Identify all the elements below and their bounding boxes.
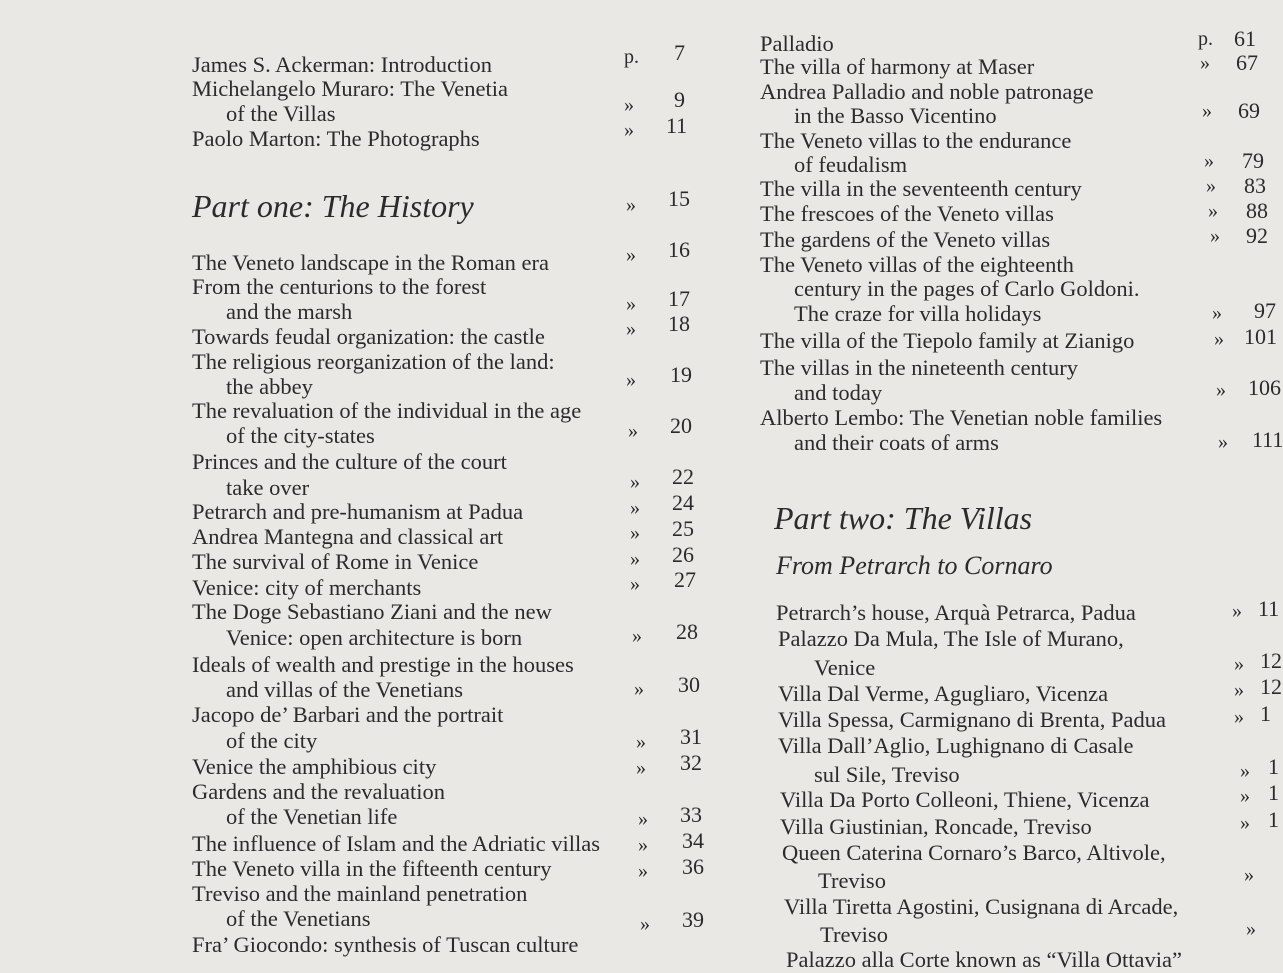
- ditto-mark: »: [630, 497, 640, 519]
- toc-entry: Palazzo Da Mula, The Isle of Murano,: [778, 626, 1124, 651]
- ditto-mark: »: [638, 834, 648, 856]
- page-number: 30: [678, 672, 700, 697]
- page-prefix: p.: [624, 46, 639, 68]
- page-number: 106: [1248, 375, 1281, 400]
- page-number: 36: [682, 854, 704, 879]
- toc-entry: of the city-states: [226, 423, 375, 448]
- page-number: 92: [1246, 223, 1268, 248]
- toc-entry: of feudalism: [794, 152, 908, 177]
- page-number: 25: [672, 516, 694, 541]
- ditto-mark: »: [636, 757, 646, 779]
- toc-entry: Villa Dall’Aglio, Lughignano di Casale: [778, 733, 1134, 758]
- ditto-mark: »: [1232, 600, 1242, 622]
- toc-entry: James S. Ackerman: Introduction: [192, 52, 492, 77]
- ditto-mark: »: [628, 420, 638, 442]
- toc-entry: Palladio: [760, 31, 834, 56]
- toc-entry: of the Venetians: [226, 906, 371, 931]
- toc-entry: century in the pages of Carlo Goldoni.: [794, 276, 1140, 301]
- page-number: 28: [676, 619, 698, 644]
- toc-entry: The Veneto landscape in the Roman era: [192, 250, 549, 275]
- ditto-mark: »: [1212, 302, 1222, 324]
- ditto-mark: »: [632, 625, 642, 647]
- toc-entry: and their coats of arms: [794, 430, 999, 455]
- ditto-mark: »: [1216, 379, 1226, 401]
- page-number: 27: [674, 567, 696, 592]
- toc-entry: of the Villas: [226, 101, 336, 126]
- ditto-mark: »: [1200, 52, 1210, 74]
- toc-entry: The gardens of the Veneto villas: [760, 227, 1051, 252]
- page-number: 61: [1234, 26, 1256, 51]
- ditto-mark: »: [630, 471, 640, 493]
- ditto-mark: »: [626, 369, 636, 391]
- ditto-mark: »: [624, 119, 634, 141]
- page-number: 97: [1254, 298, 1276, 323]
- toc-entry: and villas of the Venetians: [226, 677, 464, 702]
- toc-entry: Gardens and the revaluation: [192, 779, 446, 804]
- toc-entry: and today: [794, 380, 883, 405]
- ditto-mark: »: [638, 808, 648, 830]
- page-number: 24: [672, 490, 694, 515]
- page-number: 88: [1246, 198, 1268, 223]
- toc-entry: The influence of Islam and the Adriatic villas: [192, 831, 600, 856]
- toc-entry: Petrarch and pre-humanism at Padua: [192, 499, 524, 524]
- ditto-mark: »: [1214, 328, 1224, 350]
- toc-entry: and the marsh: [226, 299, 353, 324]
- page-number: 83: [1244, 173, 1266, 198]
- toc-entry: Andrea Mantegna and classical art: [192, 524, 504, 549]
- toc-entry: in the Basso Vicentino: [794, 103, 997, 128]
- toc-entry: Villa Dal Verme, Agugliaro, Vicenza: [778, 681, 1109, 706]
- ditto-mark: »: [638, 860, 648, 882]
- ditto-mark: »: [626, 318, 636, 340]
- toc-entry: Venice: [814, 655, 876, 680]
- toc-entry: Treviso and the mainland penetration: [192, 881, 528, 906]
- ditto-mark: »: [1210, 225, 1220, 247]
- toc-entry: The revaluation of the individual in the age: [192, 398, 582, 423]
- ditto-mark: »: [630, 573, 640, 595]
- ditto-mark: »: [1208, 200, 1218, 222]
- toc-entry: sul Sile, Treviso: [814, 762, 960, 787]
- toc-entry: Villa Spessa, Carmignano di Brenta, Padua: [778, 707, 1166, 732]
- page-number: 111: [1252, 427, 1283, 452]
- page-number: 34: [682, 828, 704, 853]
- toc-entry: Alberto Lembo: The Venetian noble families: [760, 405, 1163, 430]
- page-number: 12: [1260, 648, 1282, 673]
- toc-entry: Ideals of wealth and prestige in the houses: [192, 652, 574, 677]
- page-number: 12: [1260, 674, 1282, 699]
- page-number: 33: [680, 802, 702, 827]
- toc-entry: Jacopo de’ Barbari and the portrait: [192, 702, 504, 727]
- toc-entry: The Veneto villa in the fifteenth century: [192, 856, 552, 881]
- toc-entry: The Veneto villas to the endurance: [760, 128, 1072, 153]
- toc-entry: of the Venetian life: [226, 804, 398, 829]
- page-prefix: p.: [1198, 28, 1213, 50]
- ditto-mark: »: [1218, 431, 1228, 453]
- toc-entry: The survival of Rome in Venice: [192, 549, 479, 574]
- toc-entry: Venice: open architecture is born: [226, 625, 523, 650]
- toc-entry: The villa of harmony at Maser: [760, 54, 1035, 79]
- toc-entry: Villa Tiretta Agostini, Cusignana di Arcade,: [784, 894, 1179, 919]
- toc-entry: Towards feudal organization: the castle: [192, 324, 545, 349]
- toc-entry: Treviso: [820, 922, 888, 947]
- page-number: 101: [1244, 324, 1277, 349]
- ditto-mark: »: [626, 293, 636, 315]
- toc-entry: The villa in the seventeenth century: [760, 176, 1082, 201]
- page-number: 9: [674, 87, 685, 112]
- page-number: 7: [674, 40, 685, 65]
- ditto-mark: »: [630, 548, 640, 570]
- toc-entry: of the city: [226, 728, 318, 753]
- toc-entry: the abbey: [226, 374, 313, 399]
- page-number: 17: [668, 286, 690, 311]
- page-number: 79: [1242, 148, 1264, 173]
- ditto-mark: »: [1240, 812, 1250, 834]
- part-two-heading: Part two: The Villas: [774, 500, 1033, 536]
- ditto-mark: »: [624, 94, 634, 116]
- toc-entry: The religious reorganization of the land:: [192, 349, 555, 374]
- page-number: 31: [680, 724, 702, 749]
- page-number: 39: [682, 907, 704, 932]
- ditto-mark: »: [1206, 175, 1216, 197]
- ditto-mark: »: [626, 194, 636, 216]
- page-number: 18: [668, 311, 690, 336]
- page-number: 11: [666, 113, 688, 138]
- ditto-mark: »: [1202, 100, 1212, 122]
- toc-entry: Venice: city of merchants: [192, 575, 422, 600]
- toc-entry: Villa Giustinian, Roncade, Treviso: [780, 814, 1092, 839]
- ditto-mark: »: [630, 522, 640, 544]
- toc-entry: The villa of the Tiepolo family at Zianigo: [760, 328, 1135, 353]
- page-number: 1: [1268, 754, 1279, 779]
- page-number: 11: [1258, 596, 1280, 621]
- page-number: 69: [1238, 98, 1260, 123]
- ditto-mark: »: [1240, 785, 1250, 807]
- page-number: 1: [1268, 807, 1279, 832]
- part-one-heading: Part one: The History: [192, 188, 474, 224]
- page-number: 1: [1268, 780, 1279, 805]
- toc-entry: Andrea Palladio and noble patronage: [760, 79, 1094, 104]
- toc-entry: The Veneto villas of the eighteenth: [760, 252, 1074, 277]
- ditto-mark: »: [626, 244, 636, 266]
- page-number: 15: [668, 186, 690, 211]
- ditto-mark: »: [1204, 150, 1214, 172]
- page-number: 1: [1260, 701, 1271, 726]
- toc-entry: Michelangelo Muraro: The Venetia: [192, 76, 508, 101]
- toc-entry: Queen Caterina Cornaro’s Barco, Altivole,: [782, 840, 1166, 865]
- toc-entry: The frescoes of the Veneto villas: [760, 201, 1054, 226]
- toc-entry: Treviso: [818, 868, 886, 893]
- toc-entry: Venice the amphibious city: [192, 754, 437, 779]
- ditto-mark: »: [1244, 864, 1254, 886]
- ditto-mark: »: [1234, 679, 1244, 701]
- toc-entry: take over: [226, 475, 310, 500]
- toc-entry: Paolo Marton: The Photographs: [192, 126, 480, 151]
- toc-entry: From the centurions to the forest: [192, 274, 487, 299]
- ditto-mark: »: [1234, 653, 1244, 675]
- toc-entry: Fra’ Giocondo: synthesis of Tuscan culture: [192, 932, 579, 957]
- page-number: 16: [668, 237, 690, 262]
- page-number: 26: [672, 542, 694, 567]
- toc-entry: Petrarch’s house, Arquà Petrarca, Padua: [776, 600, 1136, 625]
- ditto-mark: »: [1234, 706, 1244, 728]
- toc-entry: Palazzo alla Corte known as “Villa Ottavia”: [786, 947, 1183, 972]
- page-number: 22: [672, 464, 694, 489]
- ditto-mark: »: [634, 678, 644, 700]
- ditto-mark: »: [1246, 918, 1256, 940]
- toc-entry: The craze for villa holidays: [794, 301, 1042, 326]
- page-number: 20: [670, 413, 692, 438]
- toc-entry: The Doge Sebastiano Ziani and the new: [192, 599, 552, 624]
- ditto-mark: »: [640, 913, 650, 935]
- page-number: 32: [680, 750, 702, 775]
- section-subheading: From Petrarch to Cornaro: [776, 551, 1053, 580]
- ditto-mark: »: [1240, 760, 1250, 782]
- toc-entry: The villas in the nineteenth century: [760, 355, 1079, 380]
- ditto-mark: »: [636, 731, 646, 753]
- toc-entry: Villa Da Porto Colleoni, Thiene, Vicenza: [780, 787, 1150, 812]
- page-number: 67: [1236, 50, 1258, 75]
- toc-entry: Princes and the culture of the court: [192, 449, 507, 474]
- page-number: 19: [670, 362, 692, 387]
